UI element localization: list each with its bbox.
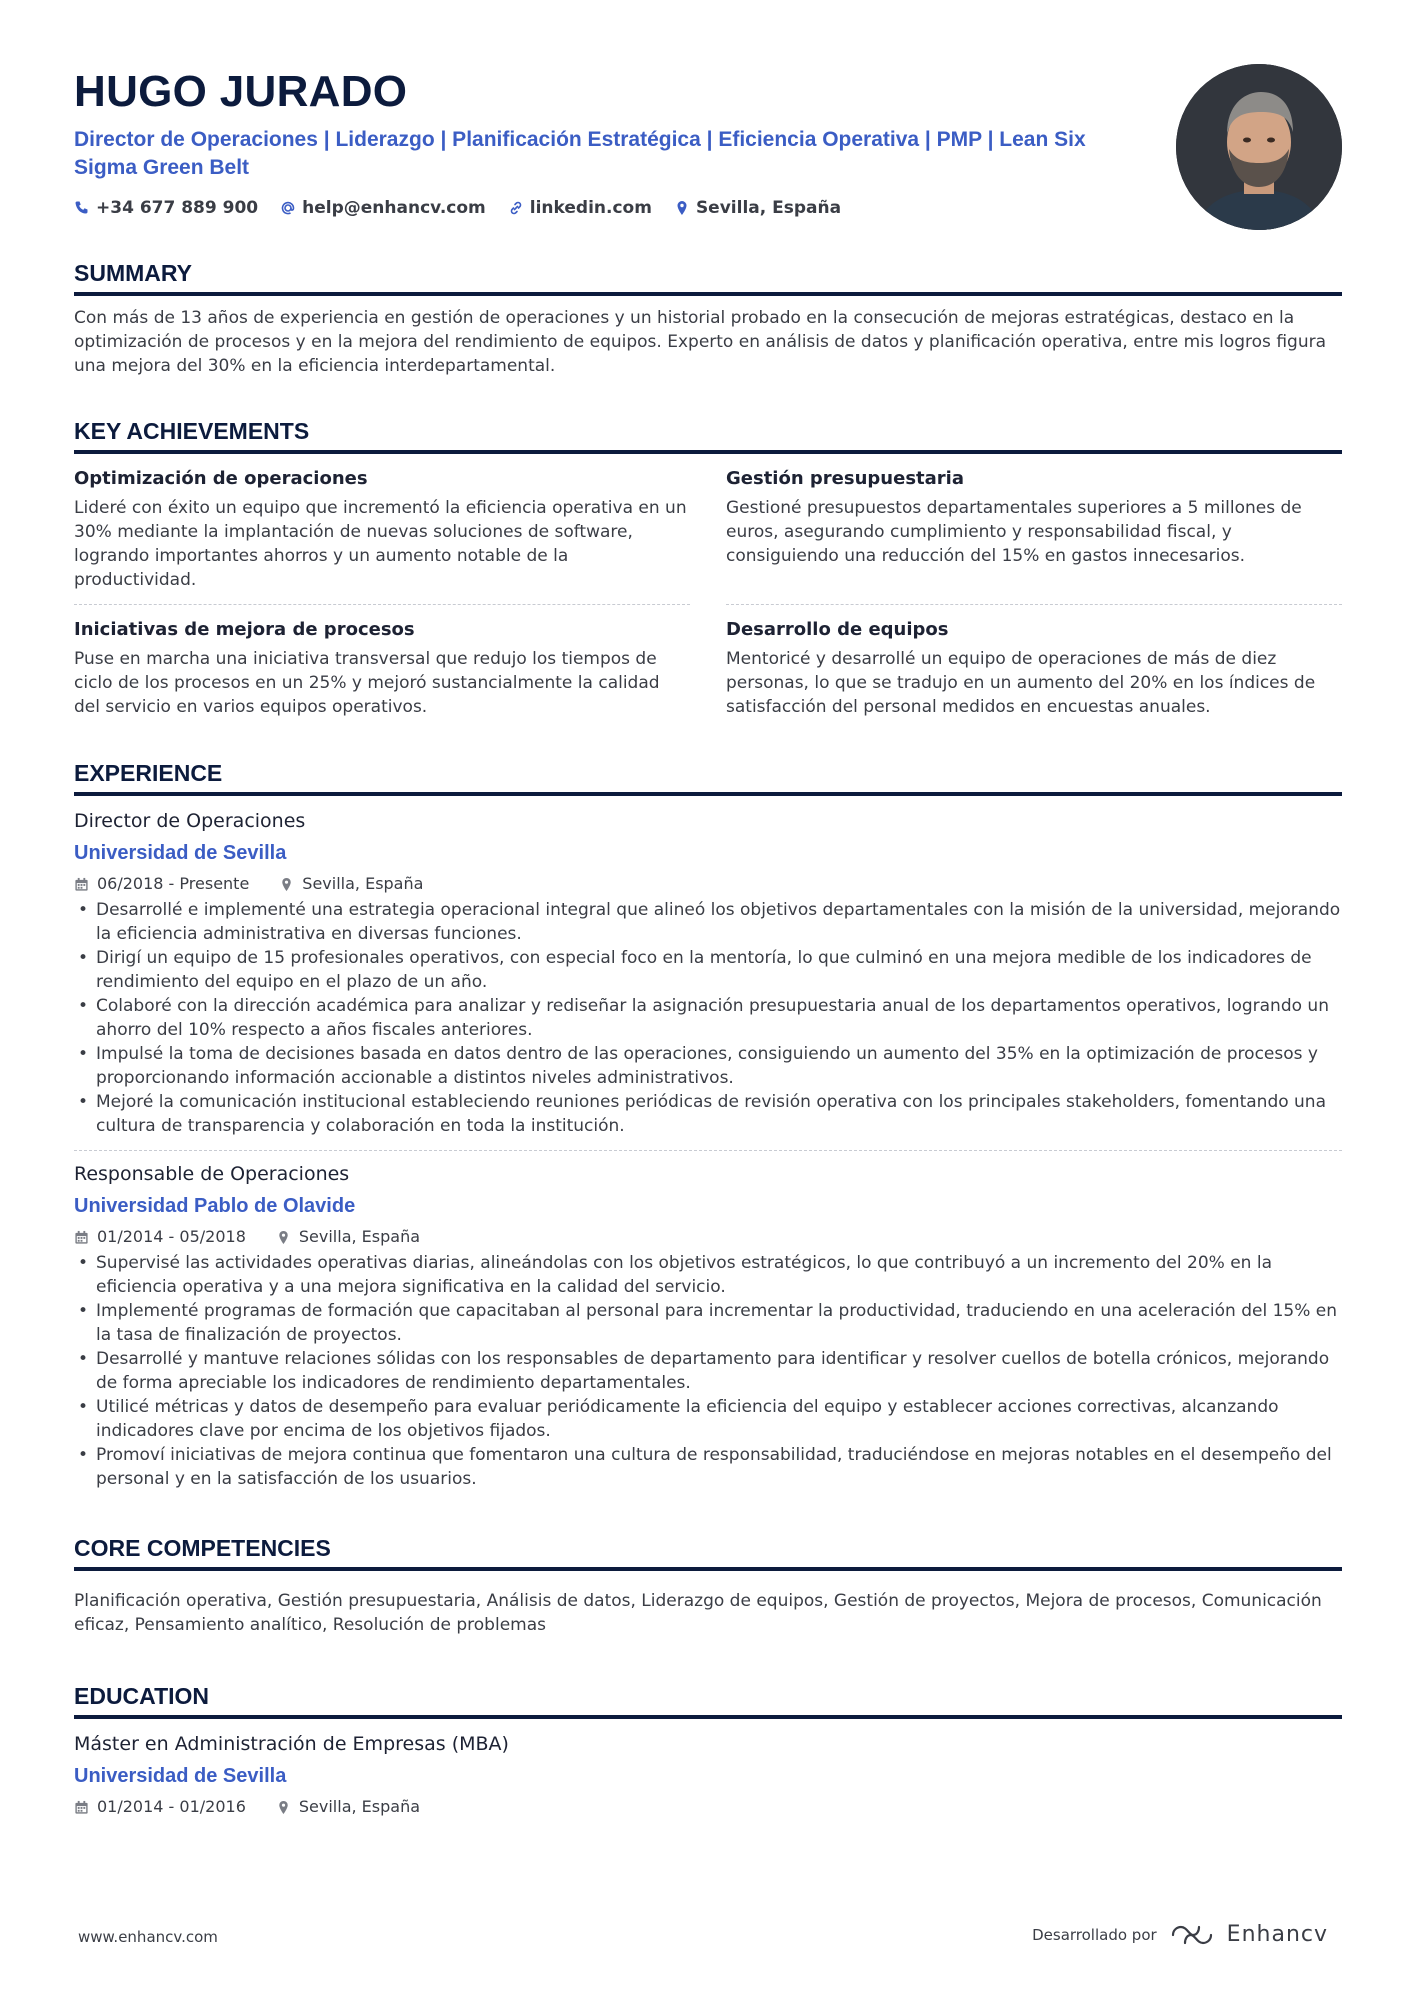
- email-text: help@enhancv.com: [302, 198, 486, 218]
- education-section: [74, 1683, 1342, 1817]
- job-role: Director de Operaciones: [74, 810, 306, 832]
- list-item: • Desarrollé e implementé una estrategia operacional integral que alineó los objetivos departamentales con la misión de la universidad, mejorando la eficiencia administrativa en diversas funciones.: [96, 898, 1342, 946]
- education-title: EDUCATION: [74, 1683, 1342, 1719]
- portrait-image: [1176, 64, 1342, 230]
- education-school: Universidad de Sevilla: [74, 1765, 287, 1787]
- education-dates: [74, 1797, 246, 1817]
- achievement-text: Gestioné presupuestos departamentales superiores a 5 millones de euros, asegurando cumplimiento y responsabilidad fiscal, y consiguiendo una reducción del 15% en gastos innecesarios.: [726, 498, 1302, 566]
- job-location: [279, 874, 423, 894]
- job-divider: [74, 1150, 1342, 1151]
- phone-icon: [74, 200, 90, 216]
- achievements-grid: [74, 466, 1342, 731]
- candidate-name: HUGO JURADO: [74, 67, 408, 116]
- contact-linkedin[interactable]: [508, 198, 652, 218]
- job-location: [276, 1227, 420, 1247]
- competencies-section: [74, 1535, 1342, 1637]
- list-item: • Desarrollé y mantuve relaciones sólidas con los responsables de departamento para identificar y resolver cuellos de botella crónicos, mejorando de forma apreciable los indicadores de rendimiento departamentales.: [96, 1347, 1342, 1395]
- competencies-title: CORE COMPETENCIES: [74, 1535, 1342, 1571]
- location-pin-icon: [276, 1230, 291, 1245]
- job-dates-text: 01/2014 - 05/2018: [97, 1227, 246, 1246]
- contact-phone[interactable]: [74, 198, 258, 218]
- achievement-item: [726, 466, 1342, 605]
- headline: Director de Operaciones | Liderazgo | Planificación Estratégica | Eficiencia Operativa | PMP | Lean Six Sigma Green Belt: [74, 128, 1086, 179]
- list-item: • Supervisé las actividades operativas diarias, alineándolas con los objetivos estratégicos, lo que contribuyó a un incremento del 20% en la eficiencia operativa y a una mejora significativa en la calidad del servicio.: [96, 1251, 1342, 1299]
- footer-website[interactable]: www.enhancv.com: [78, 1928, 218, 1946]
- brand-name: Enhancv: [1226, 1922, 1328, 1947]
- education-dates-text: 01/2014 - 01/2016: [97, 1797, 246, 1816]
- achievement-item: [726, 617, 1342, 731]
- achievement-title: Iniciativas de mejora de procesos: [74, 619, 415, 640]
- contact-location: [674, 198, 841, 218]
- list-item: • Utilicé métricas y datos de desempeño para evaluar periódicamente la eficiencia del equipo y establecer acciones correctivas, alcanzando indicadores clave por encima de los objetivos fijados.: [96, 1395, 1342, 1443]
- list-item: • Dirigí un equipo de 15 profesionales operativos, con especial foco en la mentoría, lo que culminó en una mejora medible de los indicadores de rendimiento del equipo en el plazo de un año.: [96, 946, 1342, 994]
- job-meta: [74, 874, 1342, 894]
- education-location: [276, 1797, 420, 1817]
- achievement-title: Optimización de operaciones: [74, 468, 368, 489]
- education-degree: Máster en Administración de Empresas (MBA): [74, 1733, 509, 1755]
- education-meta: [74, 1797, 1342, 1817]
- job-company: Universidad Pablo de Olavide: [74, 1195, 356, 1217]
- competencies-text: Planificación operativa, Gestión presupuestaria, Análisis de datos, Liderazgo de equipos, Gestión de proyectos, Mejora de procesos, Comunicación eficaz, Pensamiento analítico, Resolución de problemas: [74, 1591, 1322, 1635]
- education-location-text: Sevilla, España: [298, 1797, 421, 1816]
- contact-bar: [74, 198, 1154, 218]
- calendar-icon: [74, 1800, 89, 1815]
- list-item: • Promoví iniciativas de mejora continua que fomentaron una cultura de responsabilidad, traduciéndose en mejoras notables en el desempeño del personal y en la satisfacción de los usuarios.: [96, 1443, 1342, 1491]
- list-item: • Impulsé la toma de decisiones basada en datos dentro de las operaciones, consiguiendo un aumento del 35% en la optimización de procesos y proporcionando información accionable a distintos niveles administrativos.: [96, 1042, 1342, 1090]
- calendar-icon: [74, 877, 89, 892]
- footer-branding[interactable]: [1032, 1922, 1328, 1947]
- job-bullets: [74, 898, 1342, 1138]
- contact-email[interactable]: [280, 198, 486, 218]
- job-dates-text: 06/2018 - Presente: [97, 874, 250, 893]
- summary-title: SUMMARY: [74, 260, 1342, 296]
- achievement-text: Lideré con éxito un equipo que incrementó la eficiencia operativa en un 30% mediante la implantación de nuevas soluciones de software, logrando importantes ahorros y un aumento notable de la productividad.: [74, 498, 687, 590]
- job-role: Responsable de Operaciones: [74, 1163, 350, 1185]
- location-pin-icon: [276, 1800, 291, 1815]
- list-item: • Implementé programas de formación que capacitaban al personal para incrementar la productividad, traduciendo en una aceleración del 15% en la tasa de finalización de proyectos.: [96, 1299, 1342, 1347]
- powered-by-text: Desarrollado por: [1032, 1925, 1157, 1944]
- achievement-title: Desarrollo de equipos: [726, 619, 949, 640]
- experience-title: EXPERIENCE: [74, 760, 1342, 796]
- achievement-text: Puse en marcha una iniciativa transversal que redujo los tiempos de ciclo de los procesos en un 25% y mejoró sustancialmente la calidad del servicio en varios equipos operativos.: [74, 649, 660, 717]
- achievement-text: Mentoricé y desarrollé un equipo de operaciones de más de diez personas, lo que se tradujo en un aumento del 20% en los índices de satisfacción del personal medidos en encuestas anuales.: [726, 649, 1316, 717]
- achievement-item: [74, 466, 690, 605]
- avatar: [1176, 64, 1342, 230]
- job-dates: [74, 874, 249, 894]
- location-text: Sevilla, España: [695, 198, 842, 218]
- summary-text: Con más de 13 años de experiencia en gestión de operaciones y un historial probado en la consecución de mejoras estratégicas, destaco en la optimización de procesos y en la mejora del rendimiento de equipos. Experto en análisis de datos y planificación operativa, entre mis logros figura una mejora del 30% en la eficiencia interdepartamental.: [74, 308, 1326, 376]
- at-icon: [280, 200, 296, 216]
- achievement-item: [74, 617, 690, 731]
- job-location-text: Sevilla, España: [302, 874, 424, 893]
- location-pin-icon: [279, 877, 294, 892]
- achievements-section: [74, 418, 1342, 731]
- summary-section: [74, 260, 1342, 378]
- achievement-title: Gestión presupuestaria: [726, 468, 964, 489]
- job-meta: [74, 1227, 1342, 1247]
- job-dates: [74, 1227, 246, 1247]
- job-entry: [74, 808, 1342, 1138]
- location-pin-icon: [674, 200, 690, 216]
- job-company: Universidad de Sevilla: [74, 842, 287, 864]
- linkedin-text: linkedin.com: [529, 198, 652, 218]
- job-location-text: Sevilla, España: [298, 1227, 421, 1246]
- job-bullets: [74, 1251, 1342, 1491]
- header: [74, 62, 1154, 218]
- link-icon: [508, 200, 524, 216]
- list-item: • Colaboré con la dirección académica para analizar y rediseñar la asignación presupuestaria anual de los departamentos operativos, logrando un ahorro del 10% respecto a años fiscales anteriores.: [96, 994, 1342, 1042]
- phone-text: +34 677 889 900: [96, 198, 259, 218]
- experience-section: [74, 760, 1342, 1491]
- achievements-title: KEY ACHIEVEMENTS: [74, 418, 1342, 454]
- job-entry: [74, 1161, 1342, 1491]
- enhancv-logo-icon: [1169, 1923, 1215, 1947]
- list-item: • Mejoré la comunicación institucional estableciendo reuniones periódicas de revisión operativa con los principales stakeholders, fomentando una cultura de transparencia y colaboración en toda la institución.: [96, 1090, 1342, 1138]
- calendar-icon: [74, 1230, 89, 1245]
